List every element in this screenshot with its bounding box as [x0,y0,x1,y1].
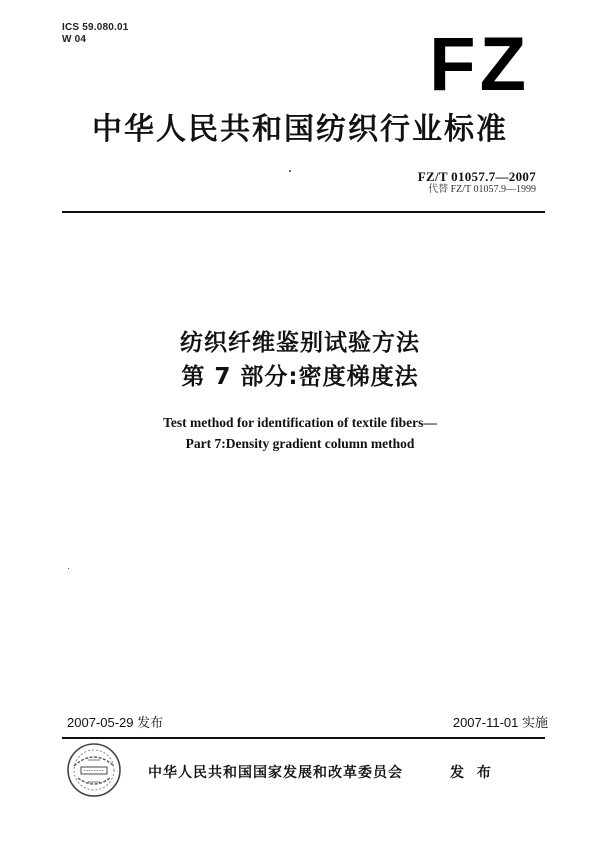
official-seal-icon [64,740,124,800]
effective-date: 2007-11-01 实施 [452,715,548,730]
category-code: W 04 [62,34,87,45]
classification-codes [62,22,129,46]
publish-date: 2007-05-29 发布 [67,715,164,730]
fz-logo: FZ [429,22,530,107]
issuing-authority: 中华人民共和国国家发展和改革委员会 [148,765,403,781]
ics-code: ICS 59.080.01 [62,22,129,33]
standard-number-block [418,170,536,196]
bottom-divider [62,737,545,739]
english-title-line-1: Test method for identification of textile fibers— [163,415,437,430]
english-title-line-2: Part 7:Density gradient column method [185,436,415,451]
replaces-standard: 代替 FZ/T 01057.9—1999 [428,184,536,195]
standard-number: FZ/T 01057.7—2007 [417,169,536,184]
speck-mark [289,170,291,172]
issue-action: 发 布 [450,765,495,781]
chinese-title-line-1: 纺织纤维鉴别试验方法 [180,330,420,356]
chinese-title [0,326,600,394]
chinese-title-line-2: 第 7 部分:密度梯度法 [181,364,419,390]
speck-mark [68,568,69,569]
top-divider [62,211,545,213]
standard-title: 中华人民共和国纺织行业标准 [92,112,508,147]
english-title [0,412,600,454]
